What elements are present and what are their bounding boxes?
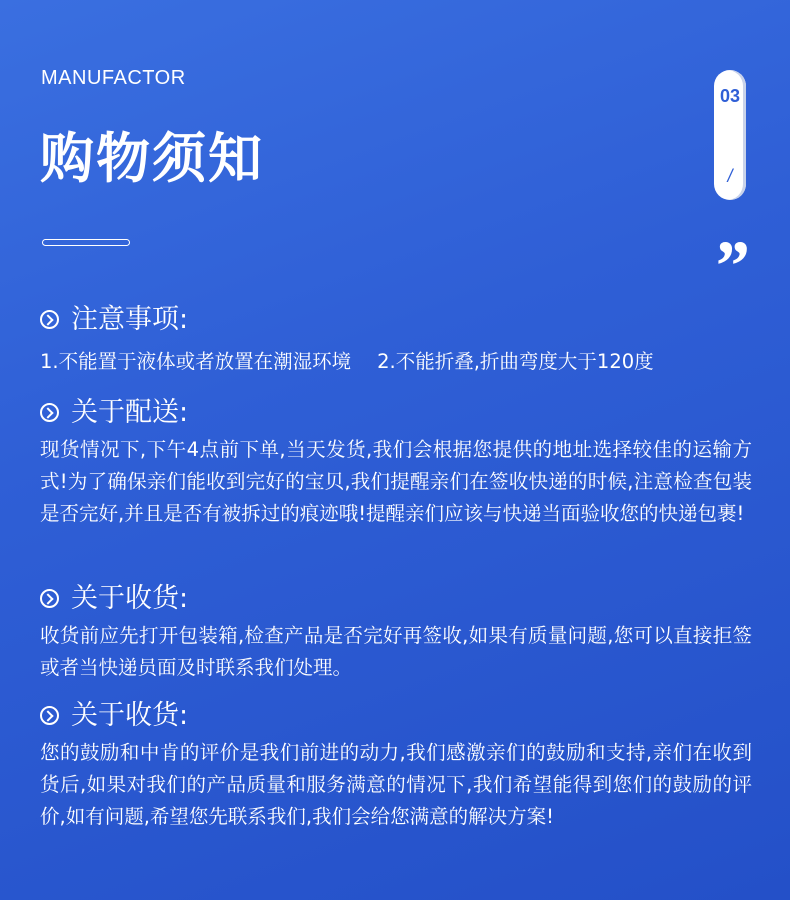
page-number: 03 [719,86,741,106]
section-heading-text: 关于收货: [71,700,189,731]
section-heading-text: 关于收货: [71,583,189,614]
section-receiving-body: 收货前应先打开包装箱,检查产品是否完好再签收,如果有质量问题,您可以直接拒签或者当快递员面及时联系我们处理。 [40,624,752,679]
page-separator: / [727,166,733,186]
section-feedback-body: 您的鼓励和中肯的评价是我们前进的动力,我们感激亲们的鼓励和支持,亲们在收到货后,如果对我们的产品质量和服务满意的情况下,我们希望能得到您们的鼓励的评价,如有问题,希望您先联系我们,我们会给您满意的解决方案! [40,741,752,828]
section-heading-notes [40,306,188,333]
arrow-circle-icon [40,589,59,608]
section-notes-items [40,346,752,378]
section-heading-text: 注意事项: [71,304,189,335]
section-heading-delivery [40,399,188,426]
arrow-circle-icon [40,706,59,725]
eyebrow-label: MANUFACTOR [41,67,186,89]
section-heading-feedback [40,702,188,729]
note-item: 2.不能折叠,折曲弯度大于120度 [377,350,654,373]
section-heading-text: 关于配送: [71,397,189,428]
quote-mark-icon: ” [712,226,748,306]
arrow-circle-icon [40,310,59,329]
arrow-circle-icon [40,403,59,422]
page-indicator [714,70,746,200]
section-heading-receiving [40,585,188,612]
note-item: 1.不能置于液体或者放置在潮湿环境 [40,350,352,373]
section-delivery-body: 现货情况下,下午4点前下单,当天发货,我们会根据您提供的地址选择较佳的运输方式!为了确保亲们能收到完好的宝贝,我们提醒亲们在签收快递的时候,注意检查包装是否完好,并且是否有被拆过的痕迹哦!提醒亲们应该与快递当面验收您的快递包裹! [40,438,752,525]
page-title: 购物须知 [40,127,264,190]
title-underline [42,239,130,246]
